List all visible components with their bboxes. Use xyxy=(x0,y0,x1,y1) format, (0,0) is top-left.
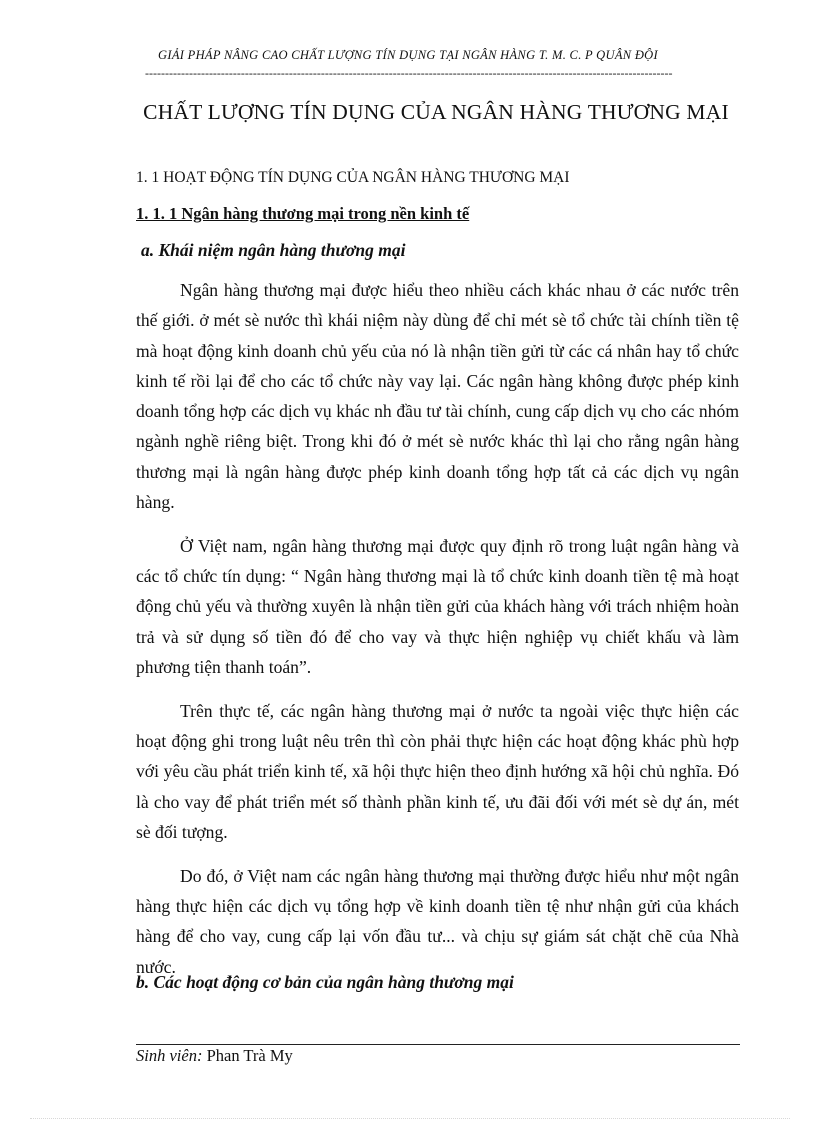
section-heading: 1. 1 HOẠT ĐỘNG TÍN DỤNG CỦA NGÂN HÀNG THƯƠNG MẠI xyxy=(136,169,570,186)
heading-b: b. Các hoạt động cơ bản của ngân hàng thương mại xyxy=(136,972,514,992)
footer-rule xyxy=(136,1044,740,1045)
body-text xyxy=(136,275,739,996)
subsection-heading: 1. 1. 1 Ngân hàng thương mại trong nền kinh tế xyxy=(136,204,470,223)
paragraph: Trên thực tế, các ngân hàng thương mại ở nước ta ngoài việc thực hiện các hoạt động ghi trong luật nêu trên thì còn phải thực hiện các hoạt động khác phù hợp với yêu cầu phát triển kinh tế, xã hội thực hiện theo định hướng xã hội chủ nghĩa. Đó là cho vay để phát triển mét số thành phần kinh tế, ưu đãi đối với mét sè dự án, mét sè đối tượng. xyxy=(136,700,739,843)
paragraph: Do đó, ở Việt nam các ngân hàng thương mại thường được hiểu như một ngân hàng thực hiện các dịch vụ tổng hợp về kinh doanh tiền tệ như nhận gửi của khách hàng để cho vay, cung cấp lại vốn đầu tư... và chịu sự giám sát chặt chẽ của Nhà nước. xyxy=(136,865,739,977)
footer-student-name: Phan Trà My xyxy=(206,1046,293,1065)
header-dashed-rule: ------------------------------------------------------------------------------------------------------------------------------------ xyxy=(145,66,673,80)
chapter-title: CHẤT LƯỢNG TÍN DỤNG CỦA NGÂN HÀNG THƯƠNG MẠI xyxy=(143,100,729,124)
paragraph: Ở Việt nam, ngân hàng thương mại được quy định rõ trong luật ngân hàng và các tổ chức tín dụng: “ Ngân hàng thương mại là tổ chức kinh doanh tiền tệ mà hoạt động chủ yếu và thường xuyên là nhận tiền gửi của khách hàng với trách nhiệm hoàn trả và sử dụng số tiền đó để cho vay và thực hiện nghiệp vụ chiết khấu và làm phương tiện thanh toán”. xyxy=(136,535,739,678)
footer-label: Sinh viên: xyxy=(136,1046,203,1065)
heading-a: a. Khái niệm ngân hàng thương mại xyxy=(141,240,406,260)
page-bottom-dotted-border xyxy=(30,1118,790,1119)
paragraph: Ngân hàng thương mại được hiểu theo nhiều cách khác nhau ở các nước trên thế giới. ở mét sè nước thì khái niệm này dùng để chỉ mét sè tổ chức tài chính tiền tệ mà hoạt động kinh doanh chủ yếu của nó là nhận tiền gửi từ các cá nhân hay tổ chức kinh tế rồi lại để cho các tổ chức này vay lại. Các ngân hàng không được phép kinh doanh tổng hợp các dịch vụ khác nh đầu tư tài chính, cung cấp dịch vụ cho các nhóm ngành nghề riêng biệt. Trong khi đó ở mét sè nước khác thì lại cho rằng ngân hàng thương mại là ngân hàng được phép kinh doanh tổng hợp tất cả các dịch vụ ngân hàng. xyxy=(136,280,739,513)
running-header-title: GIẢI PHÁP NÂNG CAO CHẤT LƯỢNG TÍN DỤNG TẠI NGÂN HÀNG T. M. C. P QUÂN ĐỘI xyxy=(158,48,658,62)
footer xyxy=(136,1046,293,1066)
